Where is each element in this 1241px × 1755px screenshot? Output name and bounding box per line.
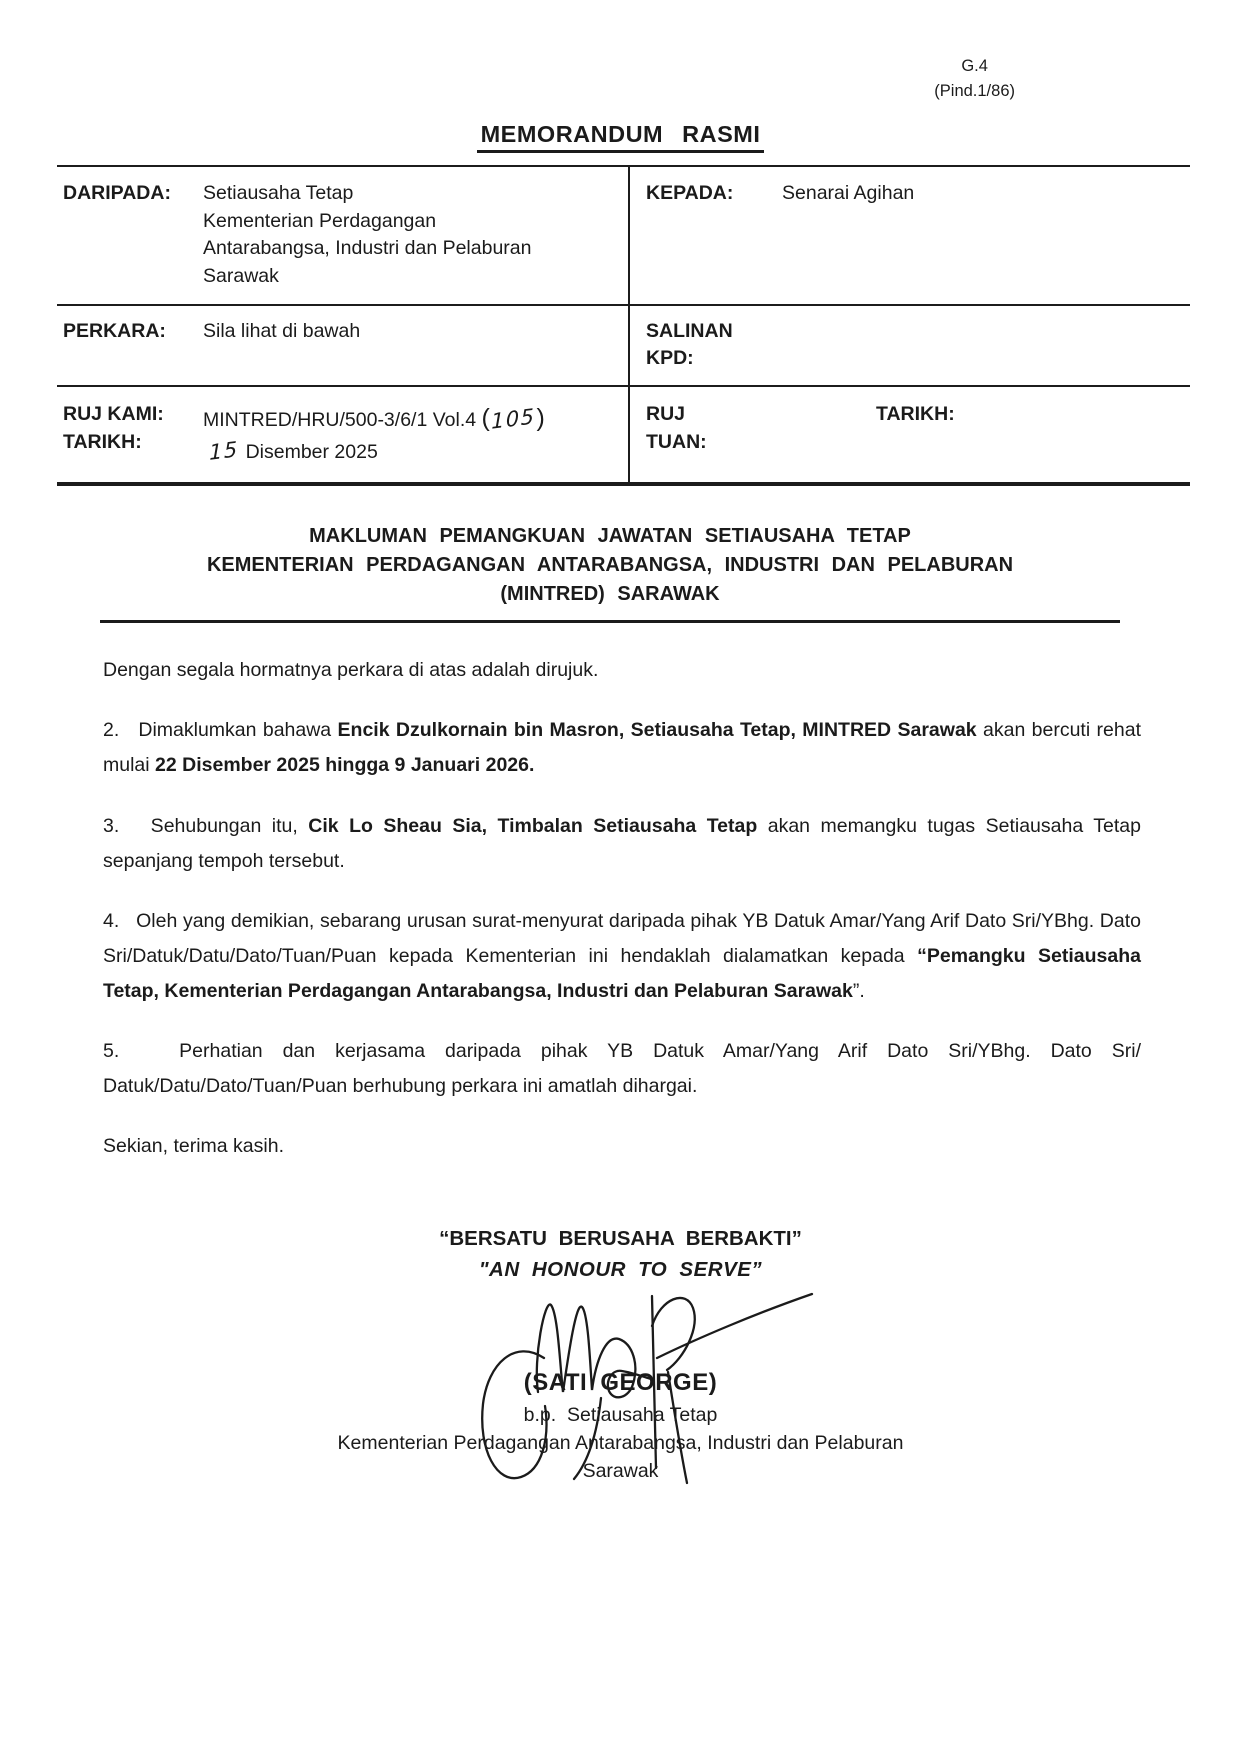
label-ruj-kami-tarikh bbox=[63, 401, 203, 456]
body-text bbox=[103, 653, 1141, 1164]
label-daripada: DARIPADA: bbox=[63, 182, 171, 204]
cell-kepada bbox=[628, 167, 1190, 304]
paragraph-2: 2. Dimaklumkan bahawa Encik Dzulkornain bin Masron, Setiausaha Tetap, MINTRED Sarawak akan bercuti rehat mulai 22 Disember 2025 hingga 9 Januari 2026. bbox=[103, 719, 1142, 777]
motto-english: "AN HONOUR TO SERVE” bbox=[478, 1258, 763, 1281]
label-kepada: KEPADA: bbox=[646, 182, 734, 204]
label-ruj: RUJ bbox=[646, 403, 686, 426]
label-ruj-kami: RUJ KAMI: bbox=[63, 403, 164, 426]
label-ruj-tuan bbox=[646, 401, 876, 456]
ref-close-paren: ) bbox=[536, 404, 545, 433]
label-kpd: KPD: bbox=[646, 347, 694, 370]
value-ruj-kami bbox=[203, 401, 618, 437]
title-wrap bbox=[0, 0, 1241, 148]
value-kepada: Senarai Agihan bbox=[782, 182, 915, 204]
form-code-block bbox=[934, 54, 1015, 104]
paragraph-5: 5. Perhatian dan kerjasama daripada pihak YB Datuk Amar/Yang Arif Dato Sri/YBhg. Dato Sri/ Datuk/Datu/Dato/Tuan/Puan berhubung perkara ini amatlah dihargai. bbox=[103, 1039, 1141, 1098]
handwritten-date: 15 bbox=[209, 436, 240, 465]
value-perkara: Sila lihat di bawah bbox=[203, 319, 361, 342]
handwritten-ref-number: 105 bbox=[490, 404, 536, 434]
subject-heading bbox=[100, 522, 1120, 623]
label-salinan: SALINAN bbox=[646, 319, 733, 342]
motto-block bbox=[0, 1224, 1241, 1286]
date-rest: Disember 2025 bbox=[240, 440, 378, 463]
form-code: G.4 bbox=[961, 57, 988, 75]
paragraph-4: 4. Oleh yang demikian, sebarang urusan surat-menyurat daripada pihak YB Datuk Amar/Yang Arif Dato Sri/YBhg. Dato Sri/Datuk/Datu/Dato/Tuan/Puan kepada Kementerian ini hendaklah dialamatkan kepada “Pemangku Setiausaha Tetap, Kementerian Perdagangan Antarabangsa, Industri dan Pelaburan Sarawak”. bbox=[103, 909, 1141, 1002]
label-perkara: PERKARA: bbox=[63, 319, 166, 342]
value-daripada-line2: Kementerian Perdagangan bbox=[203, 209, 437, 232]
signature-block bbox=[0, 1366, 1241, 1486]
paragraph-3: 3. Sehubungan itu, Cik Lo Sheau Sia, Timbalan Setiausaha Tetap akan memangku tugas Setiausaha Tetap sepanjang tempoh tersebut. bbox=[103, 814, 1141, 872]
table-row-ruj-tarikh bbox=[57, 385, 1190, 482]
memo-header-table bbox=[57, 165, 1190, 486]
ref-number-text: MINTRED/HRU/500-3/6/1 Vol.4 bbox=[203, 409, 482, 432]
subject-line2: KEMENTERIAN PERDAGANGAN ANTARABANGSA, INDUSTRI DAN PELABURAN bbox=[206, 554, 1014, 577]
paragraph-1: Dengan segala hormatnya perkara di atas adalah dirujuk. bbox=[103, 659, 599, 682]
label-tuan: TUAN: bbox=[646, 430, 707, 453]
value-daripada-line1: Setiausaha Tetap bbox=[203, 182, 354, 204]
signatory-org-line1: Kementerian Perdagangan Antarabangsa, Industri dan Pelaburan bbox=[337, 1431, 904, 1454]
value-daripada bbox=[203, 180, 618, 291]
signatory-pa-line: b.p. Setiausaha Tetap bbox=[523, 1403, 718, 1426]
value-ruj-kami-tarikh bbox=[203, 401, 618, 466]
label-salinan-kpd bbox=[646, 318, 782, 373]
cell-perkara bbox=[57, 306, 628, 385]
closing-thanks: Sekian, terima kasih. bbox=[103, 1135, 284, 1158]
signatory-org-line2: Sarawak bbox=[582, 1460, 659, 1483]
form-revision: (Pind.1/86) bbox=[934, 81, 1015, 100]
subject-line3: (MINTRED) SARAWAK bbox=[500, 582, 720, 605]
memo-title: MEMORANDUM RASMI bbox=[477, 121, 765, 153]
cell-daripada bbox=[57, 167, 628, 304]
cell-ruj-kami-tarikh bbox=[57, 387, 628, 482]
label-tarikh-right: TARIKH: bbox=[876, 403, 955, 426]
signatory-name: (SATI GEORGE) bbox=[523, 1368, 718, 1396]
value-tarikh bbox=[203, 437, 618, 467]
value-daripada-line3: Antarabangsa, Industri dan Pelaburan bbox=[203, 237, 532, 260]
cell-salinan-kpd bbox=[628, 306, 1190, 385]
label-tarikh: TARIKH: bbox=[63, 430, 142, 453]
cell-ruj-tuan-tarikh bbox=[628, 387, 1190, 482]
value-daripada-line4: Sarawak bbox=[203, 265, 279, 288]
subject-line1: MAKLUMAN PEMANGKUAN JAWATAN SETIAUSAHA TETAP bbox=[309, 525, 911, 548]
table-row-perkara-salinan bbox=[57, 304, 1190, 385]
ref-open-paren: ( bbox=[481, 404, 490, 433]
motto-malay: “BERSATU BERUSAHA BERBAKTI” bbox=[439, 1227, 802, 1251]
table-row-daripada-kepada bbox=[57, 167, 1190, 304]
